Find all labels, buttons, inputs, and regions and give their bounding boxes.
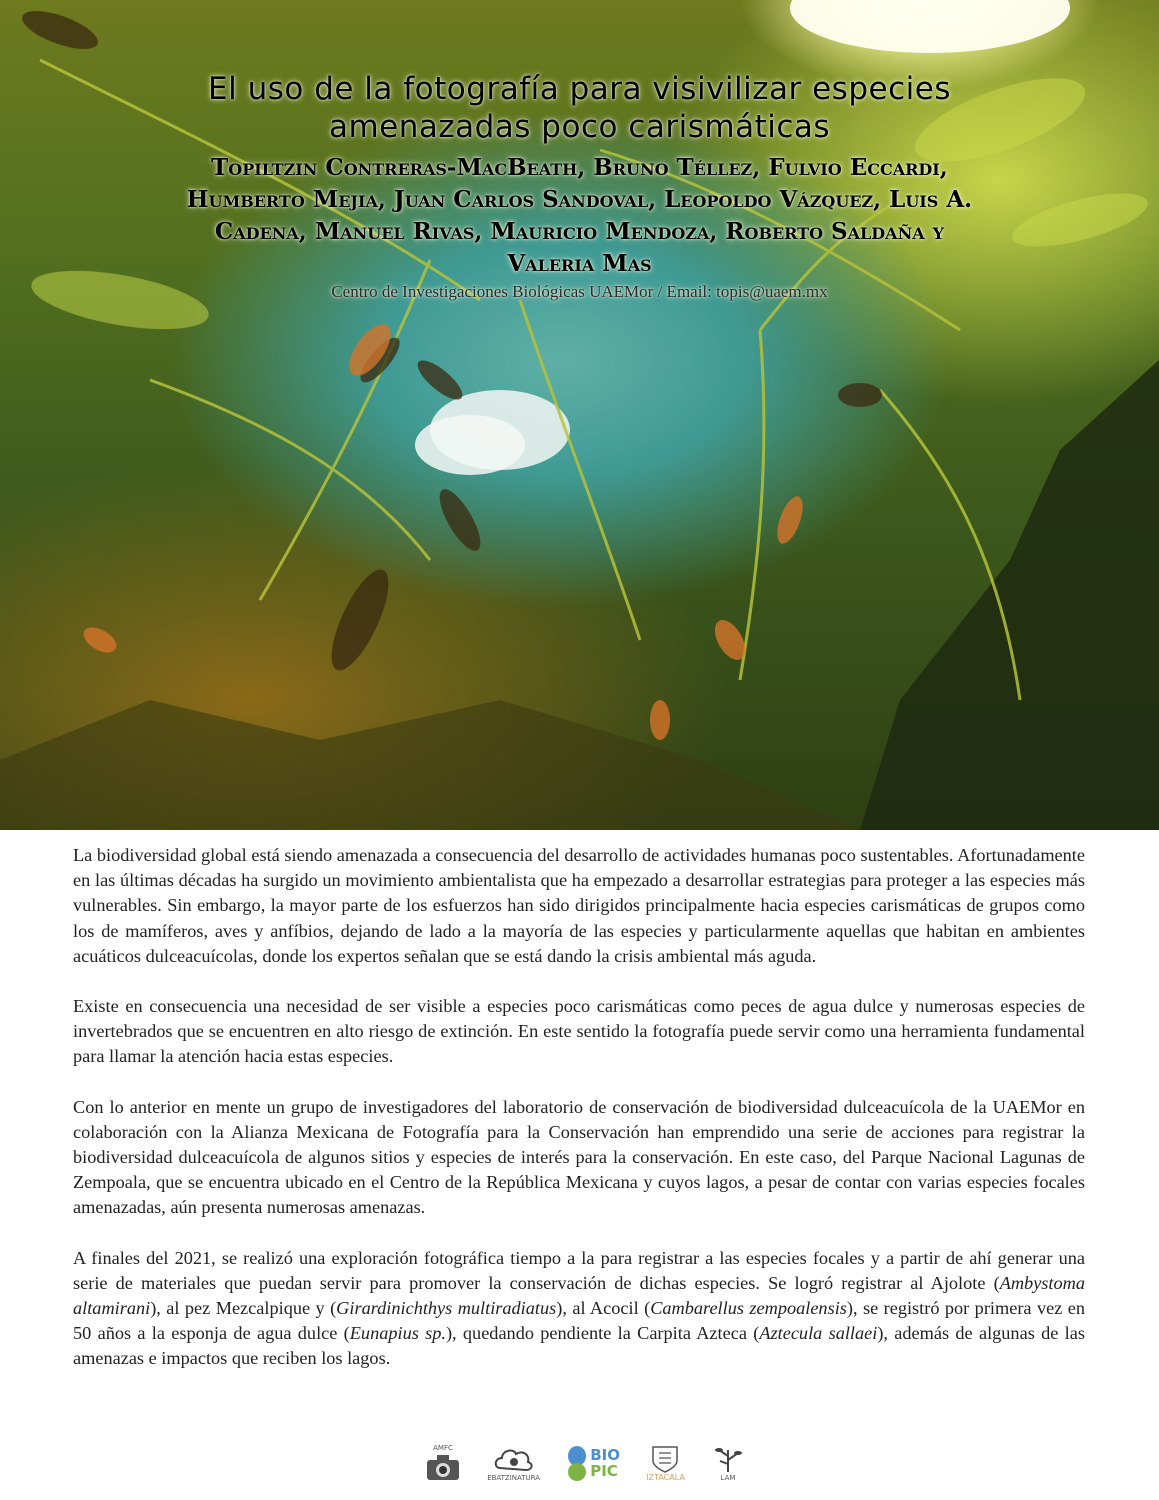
article-body	[73, 843, 1085, 1397]
paragraph-2: Existe en consecuencia una necesidad de ser visible a especies poco carismáticas como peces de agua dulce y numerosas especies de invertebrados que se encuentren en alto riesgo de extinción. En este sentido la fotografía puede servir como una herramienta fundamental para llamar la atención hacia estas especies.	[73, 996, 1085, 1067]
camera-icon	[425, 1452, 461, 1482]
text-run: ), además de algunas de las amenazas e impactos que reciben los lagos.	[73, 1323, 1085, 1369]
species-name: Eunapius sp.	[349, 1323, 446, 1344]
species-name: Girardinichthys multiradiatus	[336, 1298, 557, 1319]
ebatzinatura-label: EBATZINATURA	[487, 1474, 541, 1482]
header	[0, 70, 1159, 302]
amfc-logo	[425, 1444, 461, 1482]
text-run: ), al pez Mezcalpique y (	[150, 1298, 337, 1319]
text-run: ), se registró por primera vez en 50 años a la esponja de agua dulce (	[73, 1298, 1085, 1344]
paragraph-3: Con lo anterior en mente un grupo de investigadores del laboratorio de conservación de biodiversidad dulceacuícola de la UAEMor en colaboración con la Alianza Mexicana de Fotografía para la Conservación han emprendido una serie de acciones para registrar la biodiversidad dulceacuícola de algunos sitios y especies de interés para la conservación. En este caso, del Parque Nacional Lagunas de Zempoala, que se encuentra ubicado en el Centro de la República Mexicana y cuyos lagos, a pesar de contar con varias especies focales amenazadas, aún presenta numerosas amenazas.	[73, 1096, 1085, 1218]
biopic-logo	[566, 1444, 620, 1482]
iztacala-logo	[646, 1445, 685, 1482]
biopic-top: BIO	[590, 1446, 620, 1464]
lam-label: LAM	[720, 1474, 736, 1482]
species-name: Ambystoma altamirani	[73, 1272, 1085, 1319]
cloud-bird-icon	[494, 1444, 534, 1474]
plant-icon	[711, 1444, 745, 1474]
amfc-label: AMFC	[433, 1444, 453, 1452]
page-title: El uso de la fotografía para visivilizar especies amenazadas poco carismáticas	[208, 71, 951, 145]
species-name: Aztecula sallaei	[759, 1323, 878, 1344]
partner-logos	[425, 1440, 745, 1486]
ebatzinatura-logo	[487, 1444, 540, 1482]
paragraph-1: La biodiversidad global está siendo amenazada a consecuencia del desarrollo de actividades humanas poco sustentables. Afortunadamente en las últimas décadas ha surgido un movimiento ambientalista que ha empezado a desarrollar estrategias para proteger a las especies más vulnerables. Sin embargo, la mayor parte de los esfuerzos han sido dirigidos principalmente hacia especies carismáticas de grupos como los de mamíferos, aves y anfíbios, dejando de lado a la mayoría de las especies y particularmente aquellas que habitan en ambientes acuáticos dulceacuícolas, donde los expertos señalan que se está dando la crisis ambiental más aguda.	[73, 845, 1085, 966]
unam-shield-icon	[650, 1445, 680, 1473]
biopic-bottom: PIC	[590, 1462, 618, 1480]
leaf-icon	[566, 1444, 588, 1482]
iztacala-label: IZTACALA	[646, 1472, 685, 1482]
text-run: A finales del 2021, se realizó una exploración fotográfica tiempo a la para registrar a las especies focales y a partir de ahí generar una serie de materiales que puedan servir para promover la conservación de dichas especies. Se logró registrar al Ajolote (	[73, 1247, 1085, 1293]
affiliation: Centro de Investigaciones Biológicas UAEMor / Email: topis@uaem.mx	[331, 282, 828, 301]
author-list: Topiltzin Contreras-MacBeath, Bruno Téllez, Fulvio Eccardi, Humberto Mejia, Juan Carlos Sandoval, Leopoldo Vázquez, Luis A. Cadena, Manuel Rivas, Mauricio Mendoza, Roberto Saldaña y Valeria Mas	[186, 154, 973, 277]
species-name: Cambarellus zempoalensis	[650, 1298, 847, 1319]
text-run: ), al Acocil (	[556, 1298, 651, 1319]
text-run: ), quedando pendiente la Carpita Azteca (	[445, 1323, 760, 1344]
lam-logo	[711, 1444, 745, 1482]
paragraph-4	[73, 1246, 1085, 1372]
